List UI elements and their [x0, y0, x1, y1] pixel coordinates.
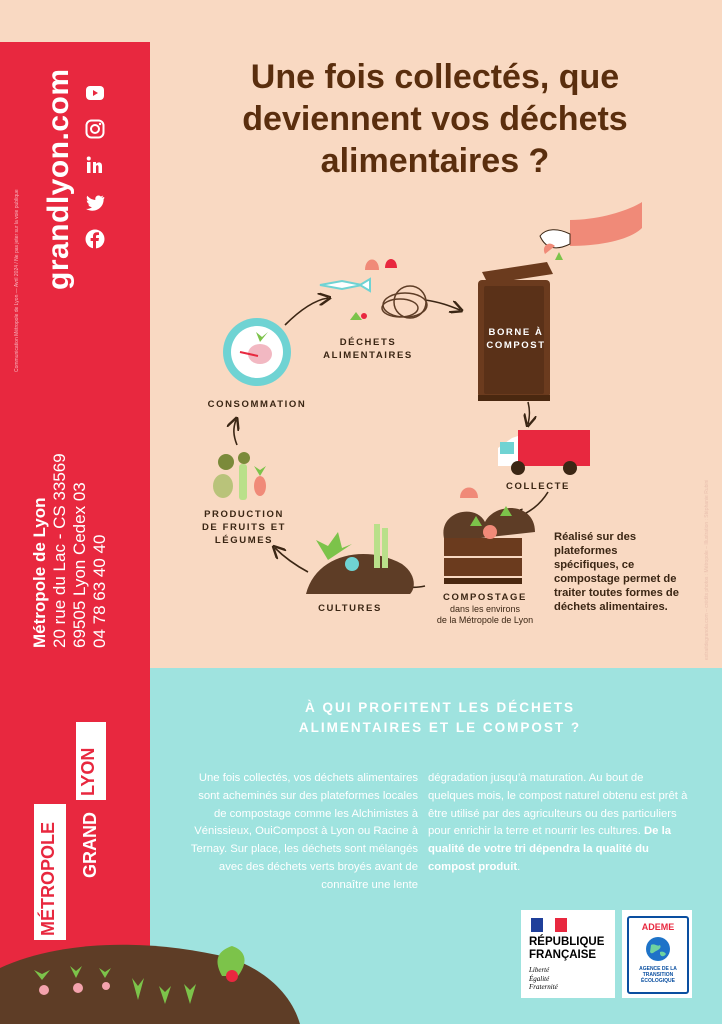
logo-lyon-text: LYON [78, 747, 98, 796]
ademe-logo [622, 910, 692, 998]
youtube-icon[interactable] [84, 82, 106, 104]
text-column-1: Une fois collectés, vos déchets alimentaires sont acheminés sur des plateformes locales de compostage comme les Alchimistes à Vénissieux, OuiCompost à Lyon ou Racine à Ternay. Sur place, les déchets sont mélangés avec des déchets verts broyés avant de connaître une lente [190, 772, 418, 891]
top-strip [0, 0, 722, 42]
republique-francaise-logo [521, 910, 615, 998]
logo-lyon-block [76, 722, 106, 800]
address-org: Métropole de Lyon [30, 497, 49, 648]
section-title: À QUI PROFITENT LES DÉCHETS ALIMENTAIRES ET LE COMPOST ? [298, 700, 582, 735]
label-borne-compost: BORNE À COMPOST [486, 327, 546, 351]
logo-metropole-text: MÉTROPOLE [38, 821, 58, 936]
credit-text: extraitdegranola.com – crédits photos : Métropole – Illustration : Stéphanie Rubini [704, 479, 710, 660]
label-cultures: CULTURES [318, 603, 382, 614]
globe-icon [645, 936, 671, 962]
text-column-2: dégradation jusqu’à maturation. Au bout de quelques mois, le compost naturel obtenu est prêt à être utilisé par des agriculteurs ou des particuliers pour enrichir la terre et nourrir les cultures. De la qualité de votre tri dépendra la qualité du compost produit. [428, 772, 688, 873]
logo-metropole-block [34, 804, 66, 940]
label-compostage: COMPOSTAGE [443, 592, 527, 603]
compostage-note: Réalisé sur des plateformes spécifiques, ce compostage permet de traiter toutes formes de déchets alimentaires. [554, 531, 679, 613]
twitter-icon[interactable] [84, 192, 106, 214]
rf-name: RÉPUBLIQUE FRANÇAISE [529, 936, 605, 961]
label-consommation: CONSOMMATION [207, 399, 307, 410]
contact-address [30, 453, 110, 648]
label-compostage-sub: dans les environs de la Métropole de Lyon [436, 604, 534, 625]
logo-grand-text: GRAND [80, 812, 100, 878]
label-production: PRODUCTION DE FRUITS ET LÉGUMES [201, 509, 287, 546]
address-line1: 20 rue du Lac - CS 33569 [50, 453, 69, 648]
label-dechets-alimentaires: DÉCHETS ALIMENTAIRES [323, 337, 413, 361]
website-link[interactable]: grandlyon.com [42, 68, 75, 290]
french-flag-icon [531, 918, 567, 932]
page-title: Une fois collectés, que deviennent vos déchets alimentaires ? [242, 58, 628, 180]
linkedin-icon[interactable] [84, 154, 106, 176]
rf-motto: Liberté Égalité Fraternité [529, 966, 558, 991]
facebook-icon[interactable] [84, 228, 106, 250]
address-phone[interactable]: 04 78 63 40 40 [90, 534, 109, 648]
address-line2: 69505 Lyon Cedex 03 [70, 482, 89, 648]
soil-illustration [0, 940, 300, 1024]
quality-emphasis: De la qualité de votre tri dépendra la qualité du compost produit [428, 825, 671, 873]
ademe-subtitle: AGENCE DE LA TRANSITION ÉCOLOGIQUE [639, 966, 677, 984]
fine-print: Communication Métropole de Lyon — Avril 2024 / Ne pas jeter sur la voie publique [14, 189, 20, 372]
label-collecte: COLLECTE [506, 481, 570, 492]
instagram-icon[interactable] [84, 118, 106, 140]
ademe-title: ADEME [641, 922, 675, 932]
